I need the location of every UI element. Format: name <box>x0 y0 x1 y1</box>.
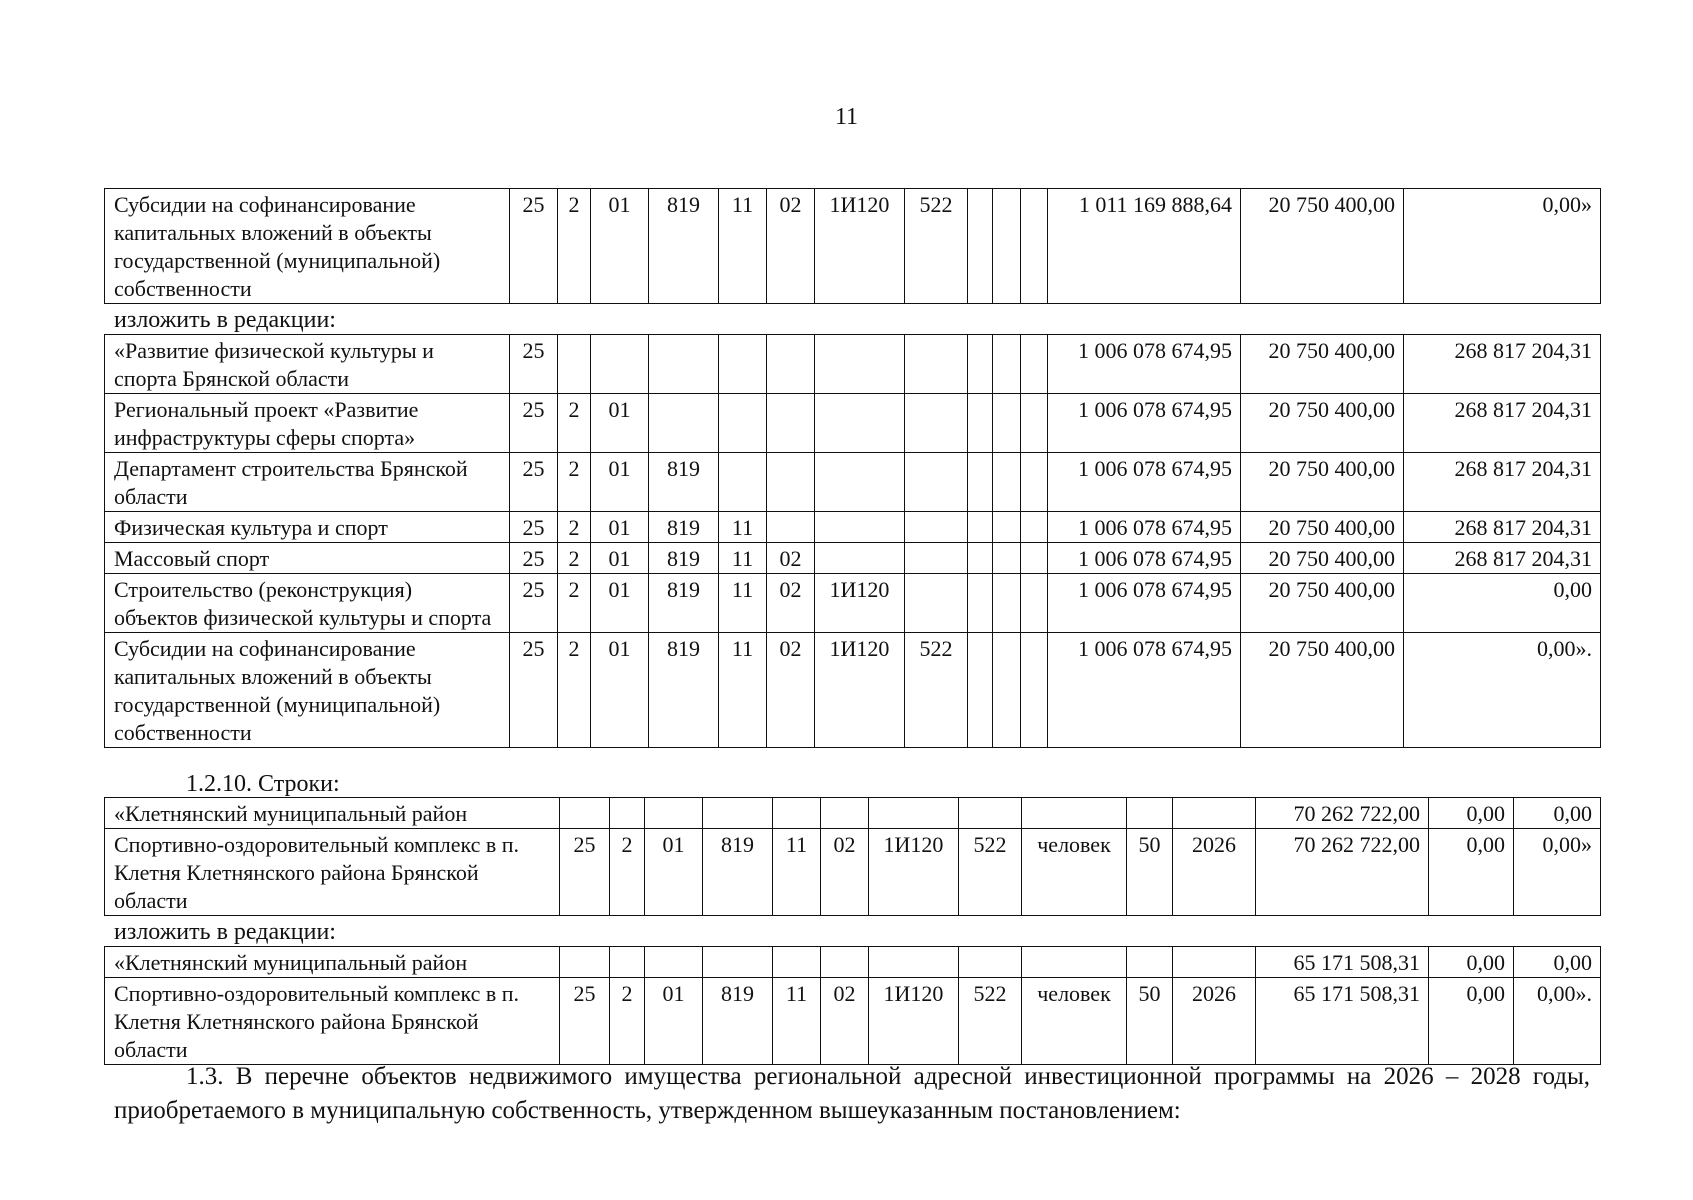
cell-c7: 1И120 <box>815 189 905 304</box>
cell-v2: 20 750 400,00 <box>1241 512 1404 543</box>
cell-c1: 25 <box>510 189 558 304</box>
cell-v3: 0,00 <box>1514 798 1601 829</box>
table-row <box>105 978 1601 1065</box>
cell-c9 <box>968 335 993 394</box>
cell-c6 <box>767 394 815 453</box>
cell-c4 <box>703 947 773 978</box>
cell-c11 <box>1021 394 1048 453</box>
cell-c3 <box>645 798 703 829</box>
cell-v1: 1 006 078 674,95 <box>1048 335 1241 394</box>
cell-v1: 1 006 078 674,95 <box>1048 394 1241 453</box>
cell-unit <box>1022 947 1127 978</box>
cell-c1: 25 <box>510 512 558 543</box>
cell-c4: 819 <box>649 512 719 543</box>
cell-c3: 01 <box>591 543 649 574</box>
cell-c1 <box>560 798 610 829</box>
cell-v2: 0,00 <box>1429 798 1514 829</box>
cell-c2: 2 <box>558 394 591 453</box>
cell-c11 <box>1021 633 1048 748</box>
cell-c11 <box>1021 189 1048 304</box>
table-row <box>105 798 1601 829</box>
cell-c2: 2 <box>558 512 591 543</box>
cell-c9 <box>968 189 993 304</box>
cell-c8: 522 <box>959 829 1022 916</box>
cell-c1: 25 <box>510 543 558 574</box>
cell-c9 <box>968 574 993 633</box>
objects-table-old <box>104 797 1601 916</box>
cell-v2: 20 750 400,00 <box>1241 574 1404 633</box>
cell-name: Массовый спорт <box>105 543 510 574</box>
cell-c4 <box>649 335 719 394</box>
label-izlozhit-1: изложить в редакции: <box>114 307 336 333</box>
cell-c9 <box>968 633 993 748</box>
cell-unit: человек <box>1022 978 1127 1065</box>
label-izlozhit-2: изложить в редакции: <box>114 919 336 945</box>
cell-c5: 11 <box>719 633 767 748</box>
cell-qty <box>1127 798 1173 829</box>
cell-name: Физическая культура и спорт <box>105 512 510 543</box>
cell-c1 <box>560 947 610 978</box>
cell-v3: 0,00» <box>1404 189 1601 304</box>
table-row <box>105 543 1601 574</box>
cell-c6: 02 <box>767 633 815 748</box>
cell-c4: 819 <box>649 543 719 574</box>
cell-v2: 0,00 <box>1429 978 1514 1065</box>
table-row <box>105 394 1601 453</box>
cell-c10 <box>993 512 1021 543</box>
cell-c6: 02 <box>821 829 869 916</box>
cell-v1: 70 262 722,00 <box>1256 829 1429 916</box>
cell-c5: 11 <box>773 829 821 916</box>
cell-qty: 50 <box>1127 978 1173 1065</box>
cell-name: «Клетнянский муниципальный район <box>105 947 560 978</box>
cell-c7 <box>815 335 905 394</box>
cell-c1: 25 <box>510 394 558 453</box>
cell-c6: 02 <box>767 543 815 574</box>
cell-name: Субсидии на софинансирование капитальных вложений в объекты государственной (муниципальной) собственности <box>105 633 510 748</box>
cell-v3: 0,00 <box>1514 947 1601 978</box>
cell-c11 <box>1021 512 1048 543</box>
cell-v1: 1 006 078 674,95 <box>1048 512 1241 543</box>
cell-c4 <box>649 394 719 453</box>
cell-c6: 02 <box>821 978 869 1065</box>
cell-c8 <box>905 335 968 394</box>
cell-c4: 819 <box>703 829 773 916</box>
cell-v2: 20 750 400,00 <box>1241 543 1404 574</box>
table-row <box>105 947 1601 978</box>
cell-v3: 0,00 <box>1404 574 1601 633</box>
cell-v2: 0,00 <box>1429 947 1514 978</box>
cell-c10 <box>993 453 1021 512</box>
cell-c3 <box>645 947 703 978</box>
cell-v3: 0,00» <box>1514 829 1601 916</box>
objects-table-new <box>104 946 1601 1065</box>
cell-c11 <box>1021 574 1048 633</box>
cell-c3: 01 <box>591 453 649 512</box>
cell-name: Департамент строительства Брянской области <box>105 453 510 512</box>
cell-c7 <box>815 394 905 453</box>
cell-c1: 25 <box>510 335 558 394</box>
cell-c11 <box>1021 543 1048 574</box>
cell-v2: 20 750 400,00 <box>1241 394 1404 453</box>
cell-year <box>1173 947 1256 978</box>
cell-qty: 50 <box>1127 829 1173 916</box>
cell-v2: 20 750 400,00 <box>1241 633 1404 748</box>
cell-year: 2026 <box>1173 978 1256 1065</box>
cell-c6: 02 <box>767 574 815 633</box>
cell-c9 <box>968 453 993 512</box>
cell-unit <box>1022 798 1127 829</box>
cell-c6 <box>767 453 815 512</box>
table-row <box>105 453 1601 512</box>
cell-c4: 819 <box>649 574 719 633</box>
program-table-old <box>104 188 1601 304</box>
cell-c6 <box>767 335 815 394</box>
cell-v3: 0,00». <box>1404 633 1601 748</box>
cell-c2: 2 <box>610 829 645 916</box>
cell-v2: 0,00 <box>1429 829 1514 916</box>
cell-c4 <box>703 798 773 829</box>
cell-c8 <box>905 543 968 574</box>
cell-c10 <box>993 633 1021 748</box>
cell-v3: 268 817 204,31 <box>1404 512 1601 543</box>
cell-c7: 1И120 <box>815 574 905 633</box>
cell-c4: 819 <box>649 453 719 512</box>
cell-c8 <box>905 512 968 543</box>
cell-c10 <box>993 574 1021 633</box>
cell-name: Региональный проект «Развитие инфраструктуры сферы спорта» <box>105 394 510 453</box>
table-row <box>105 633 1601 748</box>
cell-v1: 70 262 722,00 <box>1256 798 1429 829</box>
cell-year: 2026 <box>1173 829 1256 916</box>
cell-c1: 25 <box>560 978 610 1065</box>
cell-c2: 2 <box>558 543 591 574</box>
cell-c8 <box>905 453 968 512</box>
cell-c5: 11 <box>719 543 767 574</box>
table-row <box>105 512 1601 543</box>
cell-v2: 20 750 400,00 <box>1241 453 1404 512</box>
cell-v1: 1 006 078 674,95 <box>1048 574 1241 633</box>
cell-c3: 01 <box>645 978 703 1065</box>
cell-c3: 01 <box>645 829 703 916</box>
cell-c5 <box>719 453 767 512</box>
cell-c11 <box>1021 335 1048 394</box>
cell-c3: 01 <box>591 394 649 453</box>
cell-c9 <box>968 543 993 574</box>
cell-v1: 1 006 078 674,95 <box>1048 453 1241 512</box>
cell-v3: 268 817 204,31 <box>1404 394 1601 453</box>
cell-c11 <box>1021 453 1048 512</box>
cell-c2 <box>610 798 645 829</box>
cell-c8: 522 <box>905 633 968 748</box>
cell-c5: 11 <box>719 574 767 633</box>
cell-c10 <box>993 543 1021 574</box>
cell-c7: 1И120 <box>869 829 959 916</box>
cell-c5 <box>773 798 821 829</box>
paragraph-1-3: 1.3. В перечне объектов недвижимого имущества региональной адресной инвестиционной программы на 2026 – 2028 годы, приобретаемого в муниципальную собственность, утвержденном вышеуказанным постановлением: <box>114 1063 1590 1124</box>
cell-c6: 02 <box>767 189 815 304</box>
cell-c10 <box>993 335 1021 394</box>
cell-c1: 25 <box>560 829 610 916</box>
cell-c5: 11 <box>719 189 767 304</box>
cell-name: Спортивно-оздоровительный комплекс в п. Клетня Клетнянского района Брянской области <box>105 978 560 1065</box>
cell-c2: 2 <box>558 453 591 512</box>
cell-v2: 20 750 400,00 <box>1241 335 1404 394</box>
cell-c4: 819 <box>649 633 719 748</box>
cell-c2: 2 <box>558 189 591 304</box>
cell-c6 <box>767 512 815 543</box>
cell-v1: 65 171 508,31 <box>1256 978 1429 1065</box>
cell-v1: 1 011 169 888,64 <box>1048 189 1241 304</box>
cell-c8 <box>959 947 1022 978</box>
cell-c9 <box>968 394 993 453</box>
cell-c3: 01 <box>591 633 649 748</box>
cell-year <box>1173 798 1256 829</box>
cell-c5 <box>773 947 821 978</box>
cell-c2 <box>610 947 645 978</box>
cell-c1: 25 <box>510 633 558 748</box>
cell-c3: 01 <box>591 574 649 633</box>
label-stroki: 1.2.10. Строки: <box>186 771 340 797</box>
cell-c8: 522 <box>959 978 1022 1065</box>
cell-name: «Клетнянский муниципальный район <box>105 798 560 829</box>
cell-v1: 65 171 508,31 <box>1256 947 1429 978</box>
cell-name: Спортивно-оздоровительный комплекс в п. Клетня Клетнянского района Брянской области <box>105 829 560 916</box>
cell-c7 <box>815 453 905 512</box>
cell-c8 <box>959 798 1022 829</box>
program-table-new <box>104 334 1601 748</box>
table-row <box>105 189 1601 304</box>
cell-c2 <box>558 335 591 394</box>
cell-name: «Развитие физической культуры и спорта Брянской области <box>105 335 510 394</box>
table-row <box>105 335 1601 394</box>
cell-c10 <box>993 189 1021 304</box>
page-number: 11 <box>834 104 859 130</box>
cell-v3: 268 817 204,31 <box>1404 543 1601 574</box>
cell-v1: 1 006 078 674,95 <box>1048 633 1241 748</box>
cell-c1: 25 <box>510 574 558 633</box>
cell-name: Субсидии на софинансирование капитальных вложений в объекты государственной (муниципальной) собственности <box>105 189 510 304</box>
cell-c8 <box>905 574 968 633</box>
cell-unit: человек <box>1022 829 1127 916</box>
cell-v2: 20 750 400,00 <box>1241 189 1404 304</box>
cell-c7 <box>815 543 905 574</box>
cell-c1: 25 <box>510 453 558 512</box>
cell-c7 <box>869 947 959 978</box>
cell-qty <box>1127 947 1173 978</box>
cell-c2: 2 <box>558 574 591 633</box>
cell-c5 <box>719 335 767 394</box>
cell-c5 <box>719 394 767 453</box>
cell-name: Строительство (реконструкция) объектов физической культуры и спорта <box>105 574 510 633</box>
cell-c4: 819 <box>703 978 773 1065</box>
table-row <box>105 829 1601 916</box>
cell-c6 <box>821 947 869 978</box>
cell-c10 <box>993 394 1021 453</box>
cell-c7 <box>815 512 905 543</box>
cell-c3 <box>591 335 649 394</box>
cell-v3: 268 817 204,31 <box>1404 453 1601 512</box>
cell-c2: 2 <box>558 633 591 748</box>
cell-c7 <box>869 798 959 829</box>
cell-c3: 01 <box>591 512 649 543</box>
cell-c5: 11 <box>773 978 821 1065</box>
cell-c5: 11 <box>719 512 767 543</box>
cell-c7: 1И120 <box>815 633 905 748</box>
cell-c9 <box>968 512 993 543</box>
cell-v1: 1 006 078 674,95 <box>1048 543 1241 574</box>
cell-c4: 819 <box>649 189 719 304</box>
cell-c8: 522 <box>905 189 968 304</box>
cell-c6 <box>821 798 869 829</box>
table-row <box>105 574 1601 633</box>
cell-c8 <box>905 394 968 453</box>
cell-v3: 268 817 204,31 <box>1404 335 1601 394</box>
cell-c2: 2 <box>610 978 645 1065</box>
cell-c3: 01 <box>591 189 649 304</box>
cell-v3: 0,00». <box>1514 978 1601 1065</box>
cell-c7: 1И120 <box>869 978 959 1065</box>
